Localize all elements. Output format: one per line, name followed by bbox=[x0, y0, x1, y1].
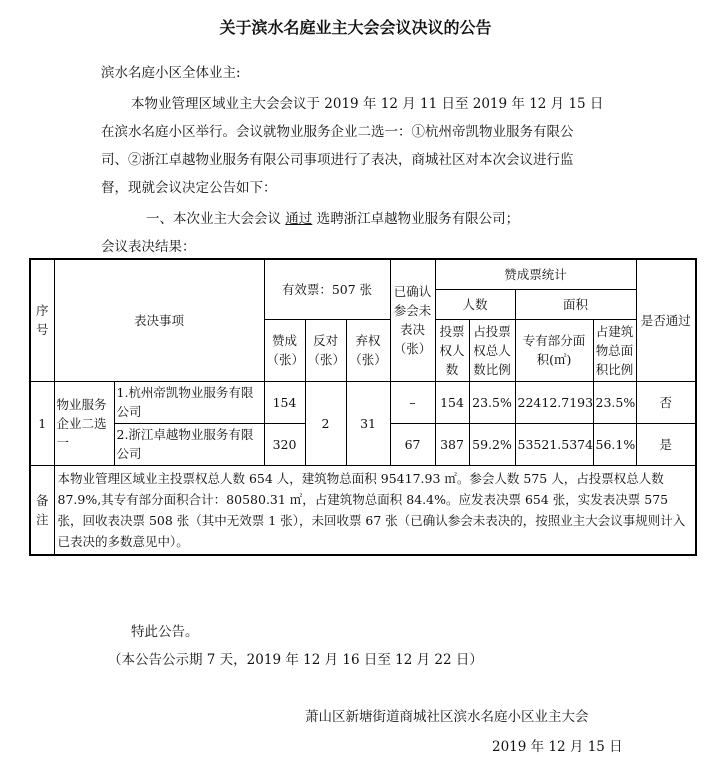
option-area: 53521.5374 bbox=[515, 423, 593, 465]
option-pass: 是 bbox=[636, 423, 696, 465]
header-private-area: 专有部分面积(㎡) bbox=[515, 319, 593, 381]
option-favor: 154 bbox=[264, 381, 305, 423]
note-label: 备注 bbox=[30, 465, 54, 555]
date: 2019 年 12 月 15 日 bbox=[492, 739, 623, 755]
intro-line-3: 司、②浙江卓越物业服务有限公司事项进行了表决，商城社区对本次会议进行监 bbox=[101, 152, 574, 168]
intro-line-4: 督，现就会议决定公告如下： bbox=[101, 180, 277, 196]
row-no: 1 bbox=[30, 381, 54, 465]
header-area: 面积 bbox=[515, 289, 636, 319]
option-area: 22412.7193 bbox=[515, 381, 593, 423]
option-name: 1.杭州帝凯物业服务有限公司 bbox=[114, 381, 264, 423]
decision-result: 通过 bbox=[285, 211, 313, 227]
header-area-ratio: 占建筑物总面积比例 bbox=[593, 319, 636, 381]
page-title: 关于滨水名庭业主大会会议决议的公告 bbox=[219, 18, 492, 37]
table-row bbox=[30, 381, 696, 423]
header-favor-stats: 赞成票统计 bbox=[435, 259, 636, 289]
option-name: 2.浙江卓越物业服务有限公司 bbox=[114, 423, 264, 465]
salutation: 滨水名庭小区全体业主: bbox=[101, 65, 241, 81]
header-confirmed-not-voted: 已确认参会未表决（张） bbox=[390, 259, 435, 381]
header-abstain: 弃权（张） bbox=[346, 319, 390, 381]
option-area-ratio: 23.5% bbox=[593, 381, 636, 423]
signature: 萧山区新塘街道商城社区滨水名庭小区业主大会 bbox=[305, 709, 589, 725]
option-voter-ratio: 59.2% bbox=[469, 423, 515, 465]
header-pass: 是否通过 bbox=[636, 259, 696, 381]
row-category: 物业服务企业二选一 bbox=[54, 381, 114, 465]
note-text: 本物业管理区域业主投票权总人数 654 人，建筑物总面积 95417.93 ㎡。参会人数 575 人，占投票权总人数 87.9%,其专有部分面积合计：80580.31 ㎡，占建筑物总面积 84.4%。应发表决票 654 张，实发表决票 575 张，回收表决票 508 张（其中无效票 1 张），未回收票 67 张（已确认参会未表决的，按照业主大会议事规则计入已表决的多数意见中）。 bbox=[54, 465, 696, 555]
option-voter-ratio: 23.5% bbox=[469, 381, 515, 423]
option-voters: 387 bbox=[435, 423, 469, 465]
header-persons: 人数 bbox=[435, 289, 515, 319]
header-valid-votes: 有效票：507 张 bbox=[264, 259, 390, 319]
header-voters: 投票权人数 bbox=[435, 319, 469, 381]
header-item: 表决事项 bbox=[54, 259, 264, 381]
decision-prefix: 一、本次业主大会会议 bbox=[146, 211, 281, 227]
option-pass: 否 bbox=[636, 381, 696, 423]
option-favor: 320 bbox=[264, 423, 305, 465]
decision-statement bbox=[146, 207, 519, 227]
intro-line-1: 本物业管理区域业主大会会议于 2019 年 12 月 11 日至 2019 年 12 月 15 日 bbox=[131, 96, 604, 112]
option-voters: 154 bbox=[435, 381, 469, 423]
header-voter-ratio: 占投票权总人数比例 bbox=[469, 319, 515, 381]
decision-suffix: 选聘浙江卓越物业服务有限公司； bbox=[316, 211, 520, 227]
header-against: 反对（张） bbox=[305, 319, 346, 381]
option-confirmed: 67 bbox=[390, 423, 435, 465]
header-favor: 赞成（张） bbox=[264, 319, 305, 381]
publication-period: （本公告公示期 7 天，2019 年 12 月 16 日至 12 月 22 日） bbox=[108, 652, 483, 668]
closing: 特此公告。 bbox=[131, 624, 199, 640]
row-abstain: 31 bbox=[346, 381, 390, 465]
header-no: 序号 bbox=[30, 259, 54, 381]
vote-results-table bbox=[29, 258, 697, 556]
results-heading: 会议表决结果： bbox=[101, 239, 196, 255]
row-against: 2 bbox=[305, 381, 346, 465]
option-confirmed: – bbox=[390, 381, 435, 423]
intro-line-2: 在滨水名庭小区举行。会议就物业服务企业二选一：①杭州帝凯物业服务有限公 bbox=[101, 124, 574, 140]
option-area-ratio: 56.1% bbox=[593, 423, 636, 465]
